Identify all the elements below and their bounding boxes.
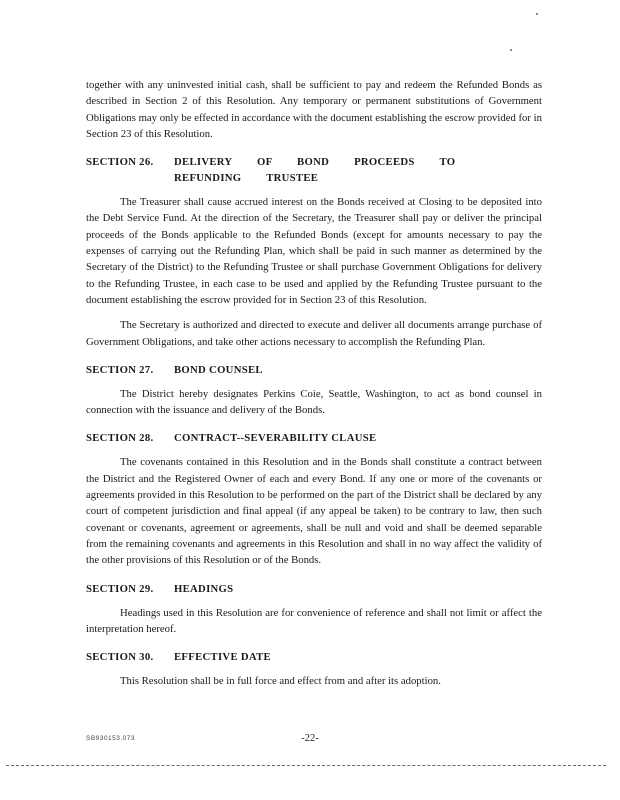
document-body (86, 77, 542, 689)
section-29-paragraph: Headings used in this Resolution are for convenience of reference and shall not limit or affect the interpretation hereof. (86, 606, 542, 635)
section-title: HEADINGS (174, 582, 234, 595)
section-26-paragraph-2: The Secretary is authorized and directed to execute and deliver all documents arrange purchase of Government Obligations, and take other actions necessary to accomplish the Refunding Plan. (86, 319, 542, 348)
scan-speck (536, 13, 538, 15)
section-number: SECTION 29. (86, 582, 154, 595)
section-number: SECTION 28. (86, 432, 154, 445)
section-28-paragraph: The covenants contained in this Resolution and in the Bonds shall constitute a contract between the District and the Registered Owner of each and every Bond. If any one or more of the covenants or agreements provided in this Resolution to be performed on the part of the District shall be declared by any court of competent jurisdiction and final appeal (if any appeal be taken) to be contrary to law, then such covenant or covenants, agreement or agreements, shall be null and void and shall be deemed separable from the remaining covenants and agreements in this Resolution and shall in no way affect the validity of the other provisions of this Resolution or of the Bonds. (86, 456, 542, 567)
section-title: DELIVERY OF BOND PROCEEDS TO REFUNDING TRUSTEE (174, 156, 456, 185)
section-30-heading (86, 649, 542, 665)
scan-artifact-line (6, 765, 606, 766)
intro-paragraph: together with any uninvested initial cash, shall be sufficient to pay and redeem the Refunded Bonds as described in Section 2 of this Resolution. Any temporary or permanent substitutions of Government Obligations may only be effected in accordance with the document establishing the escrow provided for in Section 23 of this Resolution. (86, 79, 542, 140)
section-number: SECTION 30. (86, 651, 154, 664)
page-number: -22- (301, 733, 319, 744)
document-code: SB930153.073 (86, 735, 136, 742)
section-28-heading (86, 430, 542, 446)
section-26-heading (86, 154, 542, 186)
section-30-paragraph: This Resolution shall be in full force and effect from and after its adoption. (120, 675, 441, 688)
scan-speck (510, 49, 512, 51)
section-title: BOND COUNSEL (174, 363, 263, 376)
section-27-heading (86, 362, 542, 378)
section-number: SECTION 26. (86, 156, 154, 169)
section-number: SECTION 27. (86, 363, 154, 376)
section-29-heading (86, 581, 542, 597)
section-27-paragraph: The District hereby designates Perkins Coie, Seattle, Washington, to act as bond counsel in connection with the issuance and delivery of the Bonds. (86, 387, 542, 417)
section-title: EFFECTIVE DATE (174, 651, 271, 664)
section-26-paragraph-1: The Treasurer shall cause accrued interest on the Bonds received at Closing to be deposited into the Debt Service Fund. At the direction of the Secretary, the Treasurer shall pay or deliver the principal proceeds of the Bonds applicable to the Refunded Bonds (except for amounts necessary to pay the expenses of carrying out the Refunding Plan, which shall be paid in such manner as determined by the Secretary of the District) to the Refunding Trustee or shall purchase Government Obligations for delivery to the Refunding Trustee, in each case to be used and applied by the Refunding Trustee pursuant to the document establishing the escrow provided for in Section 23 of this Resolution. (86, 196, 542, 306)
section-title: CONTRACT--SEVERABILITY CLAUSE (174, 432, 377, 445)
